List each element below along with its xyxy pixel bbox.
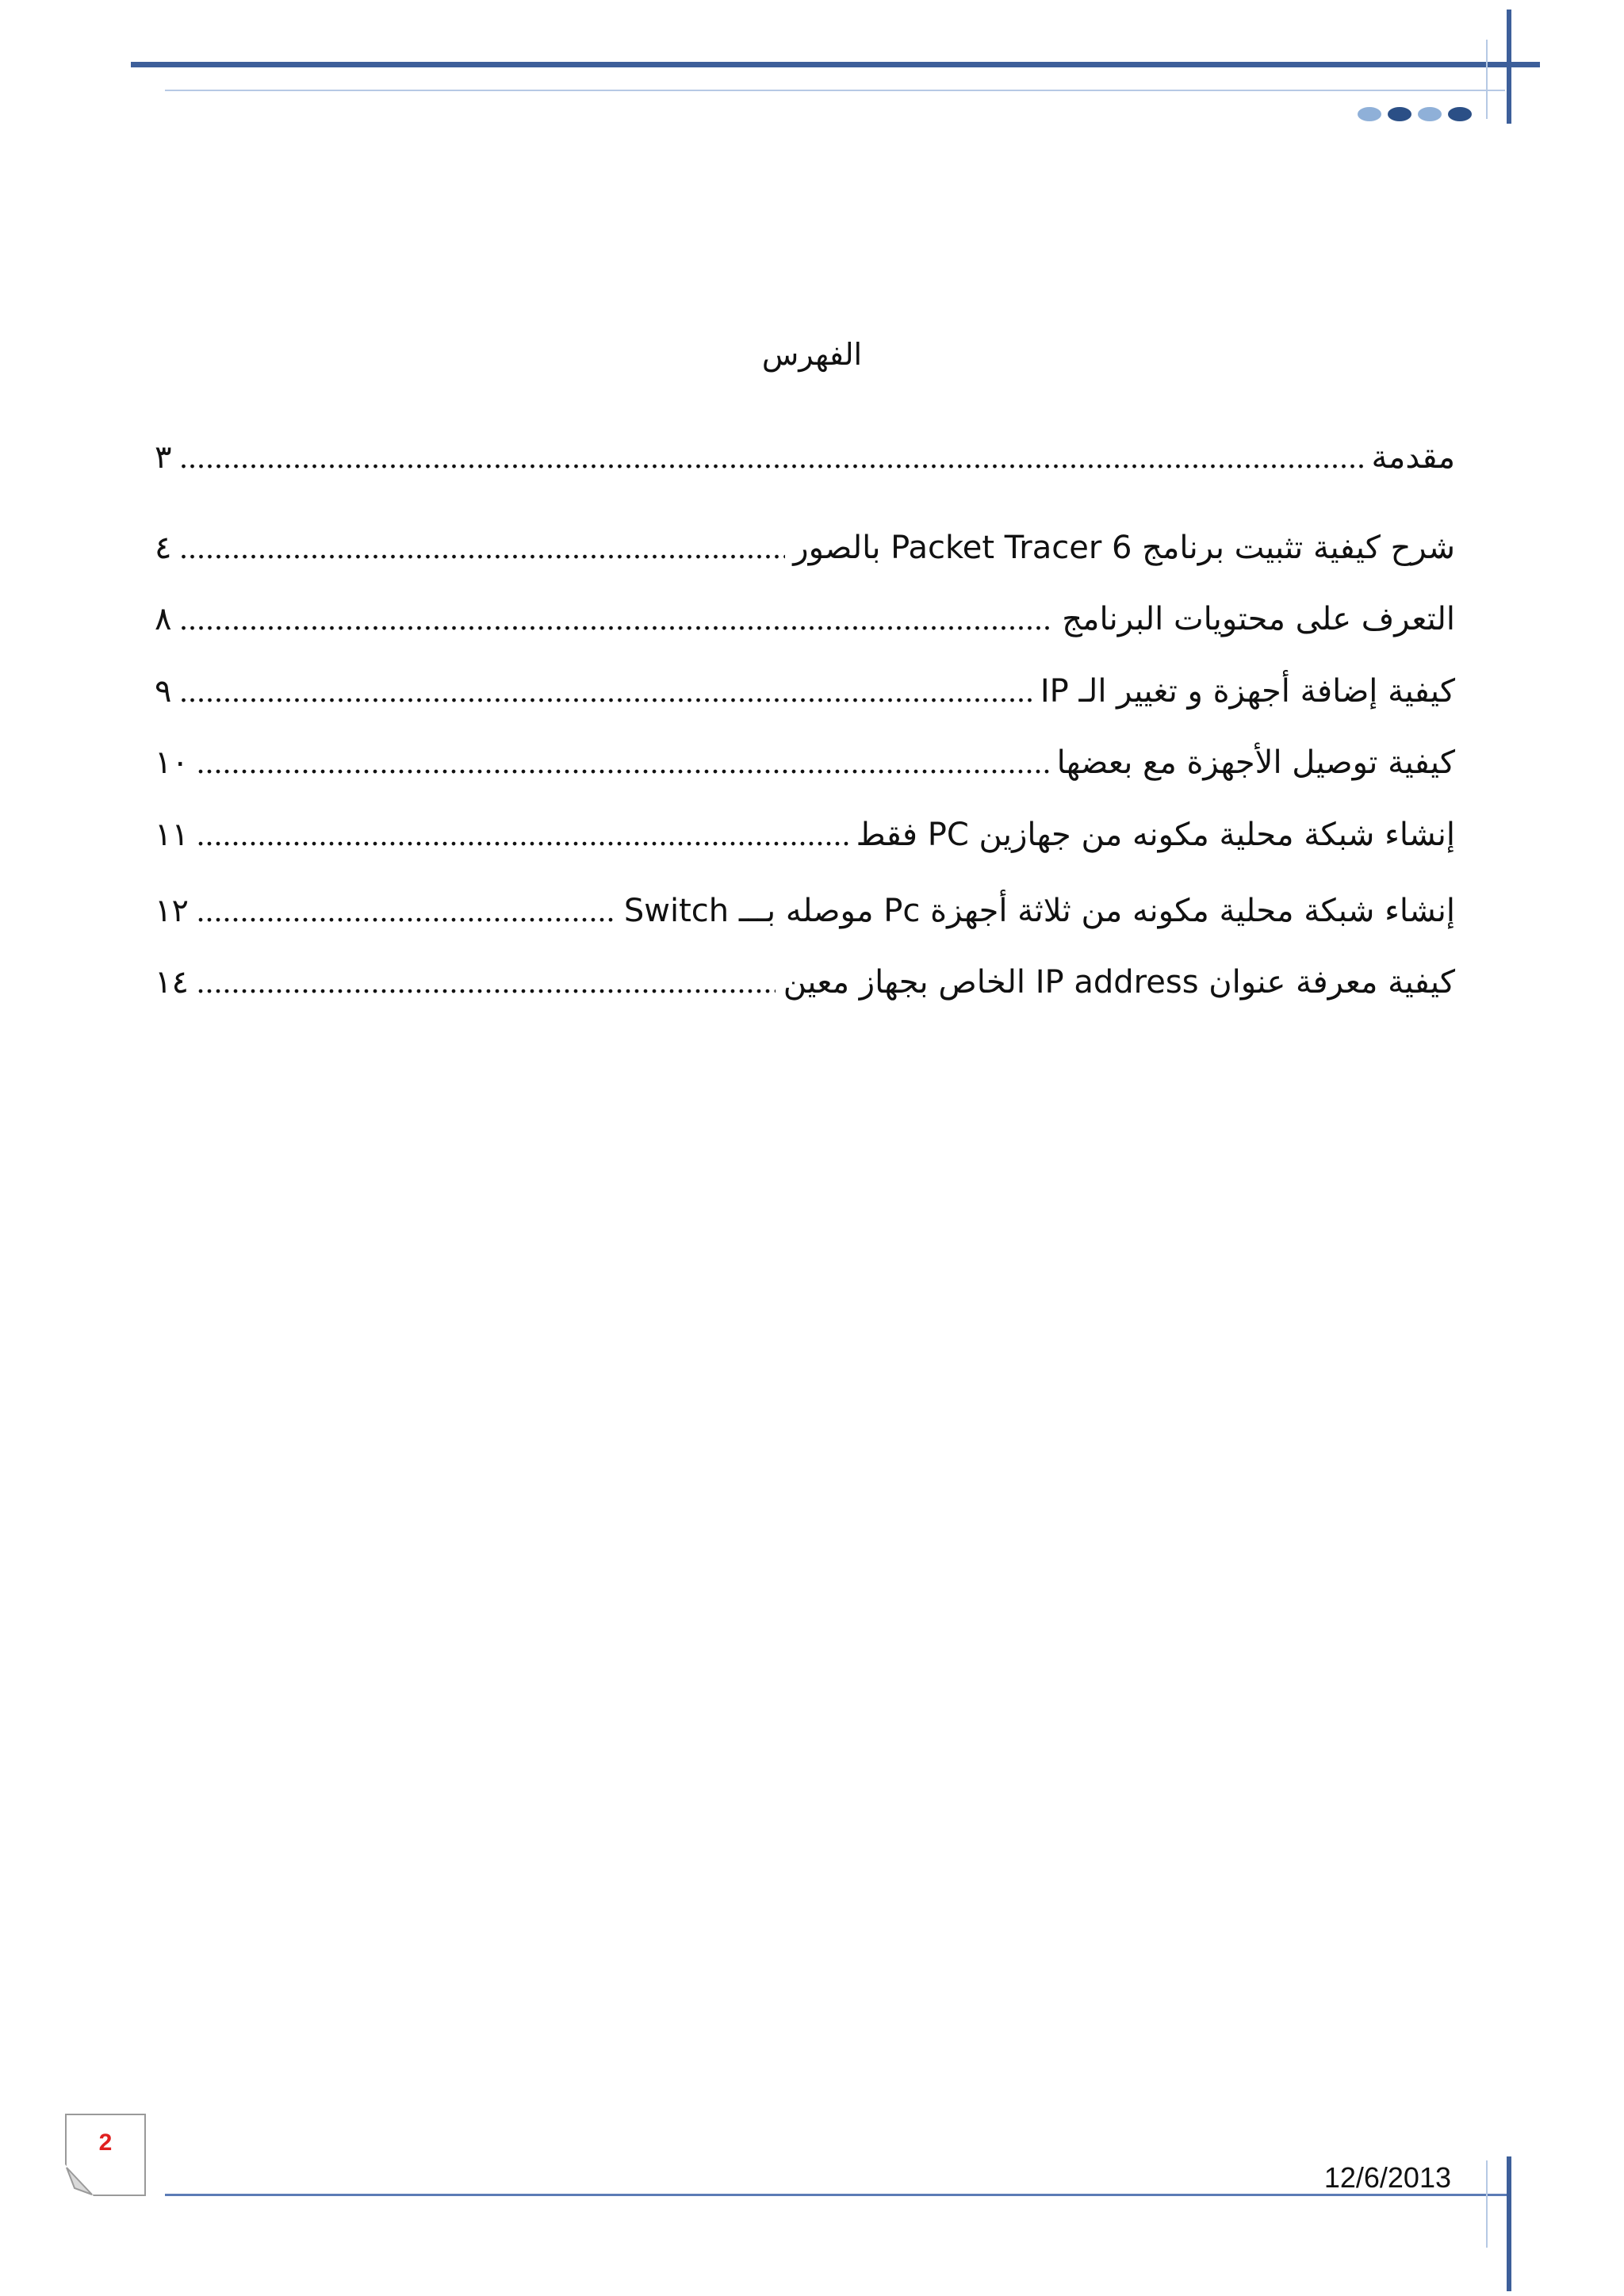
toc-leader-dots (179, 438, 1363, 476)
toc-entry-label: مقدمة (1371, 439, 1455, 476)
footer-rule (165, 2194, 1508, 2196)
toc-entry-page: ٣ (155, 439, 172, 476)
header-dot (1418, 107, 1442, 121)
footer-date: 12/6/2013 (1323, 2161, 1451, 2194)
toc-leader-dots (179, 600, 1054, 637)
toc-entry[interactable] (155, 438, 1455, 486)
toc-entry-page: ١١ (155, 817, 189, 853)
toc-entry-page: ١٢ (155, 893, 189, 929)
toc-entry[interactable] (155, 744, 1455, 791)
page-number-box (65, 2114, 146, 2196)
toc-entry-page: ٨ (155, 601, 172, 637)
header-vertical-bar (1507, 10, 1511, 124)
header-dot (1358, 107, 1381, 121)
header-vertical-thin-bar (1486, 40, 1488, 119)
toc-title: الفهرس (761, 337, 863, 372)
header-dot (1448, 107, 1472, 121)
toc-entry-label: كيفية معرفة عنوان IP address الخاص بجهاز معين (783, 964, 1455, 1001)
header-dot (1388, 107, 1411, 121)
toc-entry-page: ١٤ (155, 964, 189, 1001)
toc-leader-dots (179, 529, 785, 566)
header-rule (131, 62, 1540, 67)
toc-entry-page: ١٠ (155, 744, 189, 781)
toc-entry-page: ٤ (155, 530, 172, 566)
toc-entry-label: كيفية توصيل الأجهزة مع بعضها (1056, 744, 1455, 781)
toc-entry[interactable] (155, 600, 1455, 648)
toc-entry-page: ٩ (155, 673, 172, 710)
toc-leader-dots (197, 816, 848, 853)
toc-leader-dots (197, 892, 616, 929)
toc-entry-label: إنشاء شبكة محلية مكونه من جهازين PC فقط (856, 817, 1455, 853)
toc-entry-label: كيفية إضافة أجهزة و تغيير الـ IP (1040, 673, 1455, 710)
footer-vertical-thin-bar (1486, 2160, 1488, 2248)
page-curl-icon (65, 2164, 97, 2196)
toc-entry-label: التعرف على محتويات البرنامج (1062, 601, 1455, 637)
toc-leader-dots (179, 672, 1032, 710)
toc-entry-label: شرح كيفية تثبيت برنامج Packet Tracer 6 بالصور (793, 530, 1455, 566)
page-number: 2 (98, 2130, 113, 2156)
toc-entry-label: إنشاء شبكة محلية مكونه من ثلاثة أجهزة Pc موصله بـــ Switch (623, 893, 1455, 929)
toc-leader-dots (197, 744, 1049, 781)
toc-entry[interactable] (155, 672, 1455, 720)
header-thin-rule (165, 90, 1505, 91)
toc-leader-dots (197, 963, 776, 1001)
footer-vertical-bar (1507, 2156, 1511, 2291)
toc-entry[interactable] (155, 892, 1455, 939)
toc-entry[interactable] (155, 963, 1455, 1011)
toc-entry[interactable] (155, 529, 1455, 576)
toc-entry[interactable] (155, 816, 1455, 863)
